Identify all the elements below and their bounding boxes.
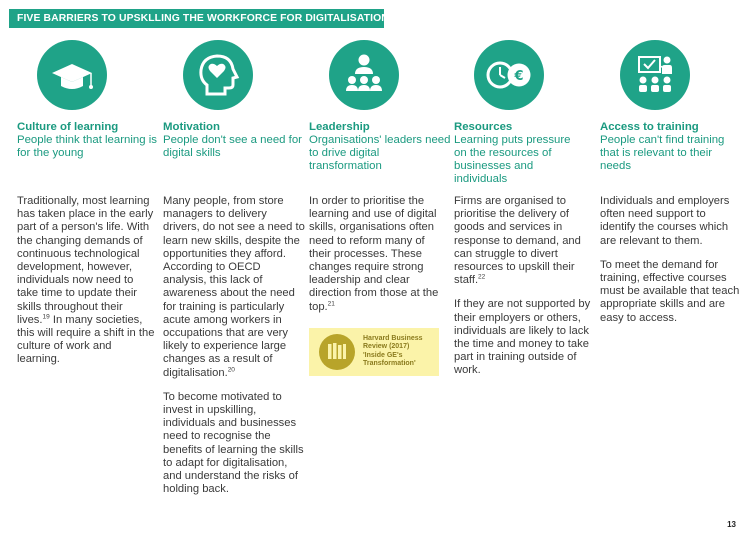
barrier-resources-column [454, 40, 596, 377]
paragraph: Firms are organised to prioritise the delivery of goods and services in response to demand, and can struggle to divert resources to upskill their staff. [454, 195, 581, 287]
paragraph: Individuals and employers often need support to identify the courses which are relevant to them. [600, 195, 730, 247]
clock-euro-icon [474, 40, 544, 110]
paragraph: Traditionally, most learning has taken place in the early part of a person's life. With the changing demands of continuous technological development, however, individuals now need to take time to update their skills throughout their lives. [17, 195, 154, 326]
barrier-leadership-column [309, 40, 451, 368]
barrier-culture-column [17, 40, 159, 366]
footnote-marker: 21 [327, 299, 335, 307]
barrier-subtitle: Learning puts pressure on the resources of businesses and individuals [454, 134, 571, 185]
leader-group-icon [329, 40, 399, 110]
paragraph: In order to prioritise the learning and use of digital skills, organisations often need to reform many of their processes. These changes require strong leadership and clear direction from those at the top. [309, 195, 439, 313]
paragraph: Many people, from store managers to delivery drivers, do not see a need to learn new skills, despite the opportunities they afford. According to OECD analysis, this lack of awareness about the need for training is particularly acute among workers in occupations that are very likely to experience large changes as a result of digitalisation. [163, 195, 305, 379]
barrier-subtitle: Organisations' leaders need to drive digital transformation [309, 134, 451, 172]
footnote-marker: 22 [478, 273, 486, 281]
reference-box [309, 328, 439, 376]
footnote-marker: 19 [42, 313, 50, 321]
barrier-motivation-column [163, 40, 305, 496]
paragraph: In many societies, this will require a shift in the culture of work and learning. [17, 313, 155, 366]
footnote-marker: 20 [227, 365, 235, 373]
paragraph: If they are not supported by their employers or others, individuals are likely to lack the time and money to take part in training outside of work. [454, 298, 591, 377]
barrier-title: Culture of learning [17, 121, 119, 133]
reference-line: Transformation' [363, 360, 416, 368]
svg-text:€: € [514, 69, 524, 84]
paragraph: To meet the demand for training, effective courses must be available that teach appropriate skills and are easy to access. [600, 258, 740, 324]
barrier-subtitle: People can't find training that is relevant to their needs [600, 134, 725, 172]
barrier-title: Access to training [600, 121, 699, 133]
reference-line: Harvard Business [363, 335, 423, 342]
barrier-title: Motivation [163, 121, 220, 133]
books-icon [319, 334, 355, 370]
reference-line: 'Inside GE's [363, 351, 403, 359]
classroom-icon [620, 40, 690, 110]
barrier-subtitle: People think that learning is for the young [17, 134, 157, 159]
graduation-cap-icon [37, 40, 107, 110]
barrier-subtitle: People don't see a need for digital skills [163, 134, 302, 159]
section-banner: FIVE BARRIERS TO UPSKLLING THE WORKFORCE FOR DIGITALISATION [9, 9, 384, 28]
barrier-title: Resources [454, 121, 513, 133]
barrier-access-column [600, 40, 742, 324]
reference-line: Review (2017) [363, 343, 410, 351]
page-number: 13 [727, 520, 736, 529]
barrier-title: Leadership [309, 121, 370, 133]
head-heart-icon [183, 40, 253, 110]
paragraph: To become motivated to invest in upskilling, individuals and businesses need to recognise the benefits of learning the skills to adapt for digitalisation, and understand the risks of holding back. [163, 390, 304, 496]
